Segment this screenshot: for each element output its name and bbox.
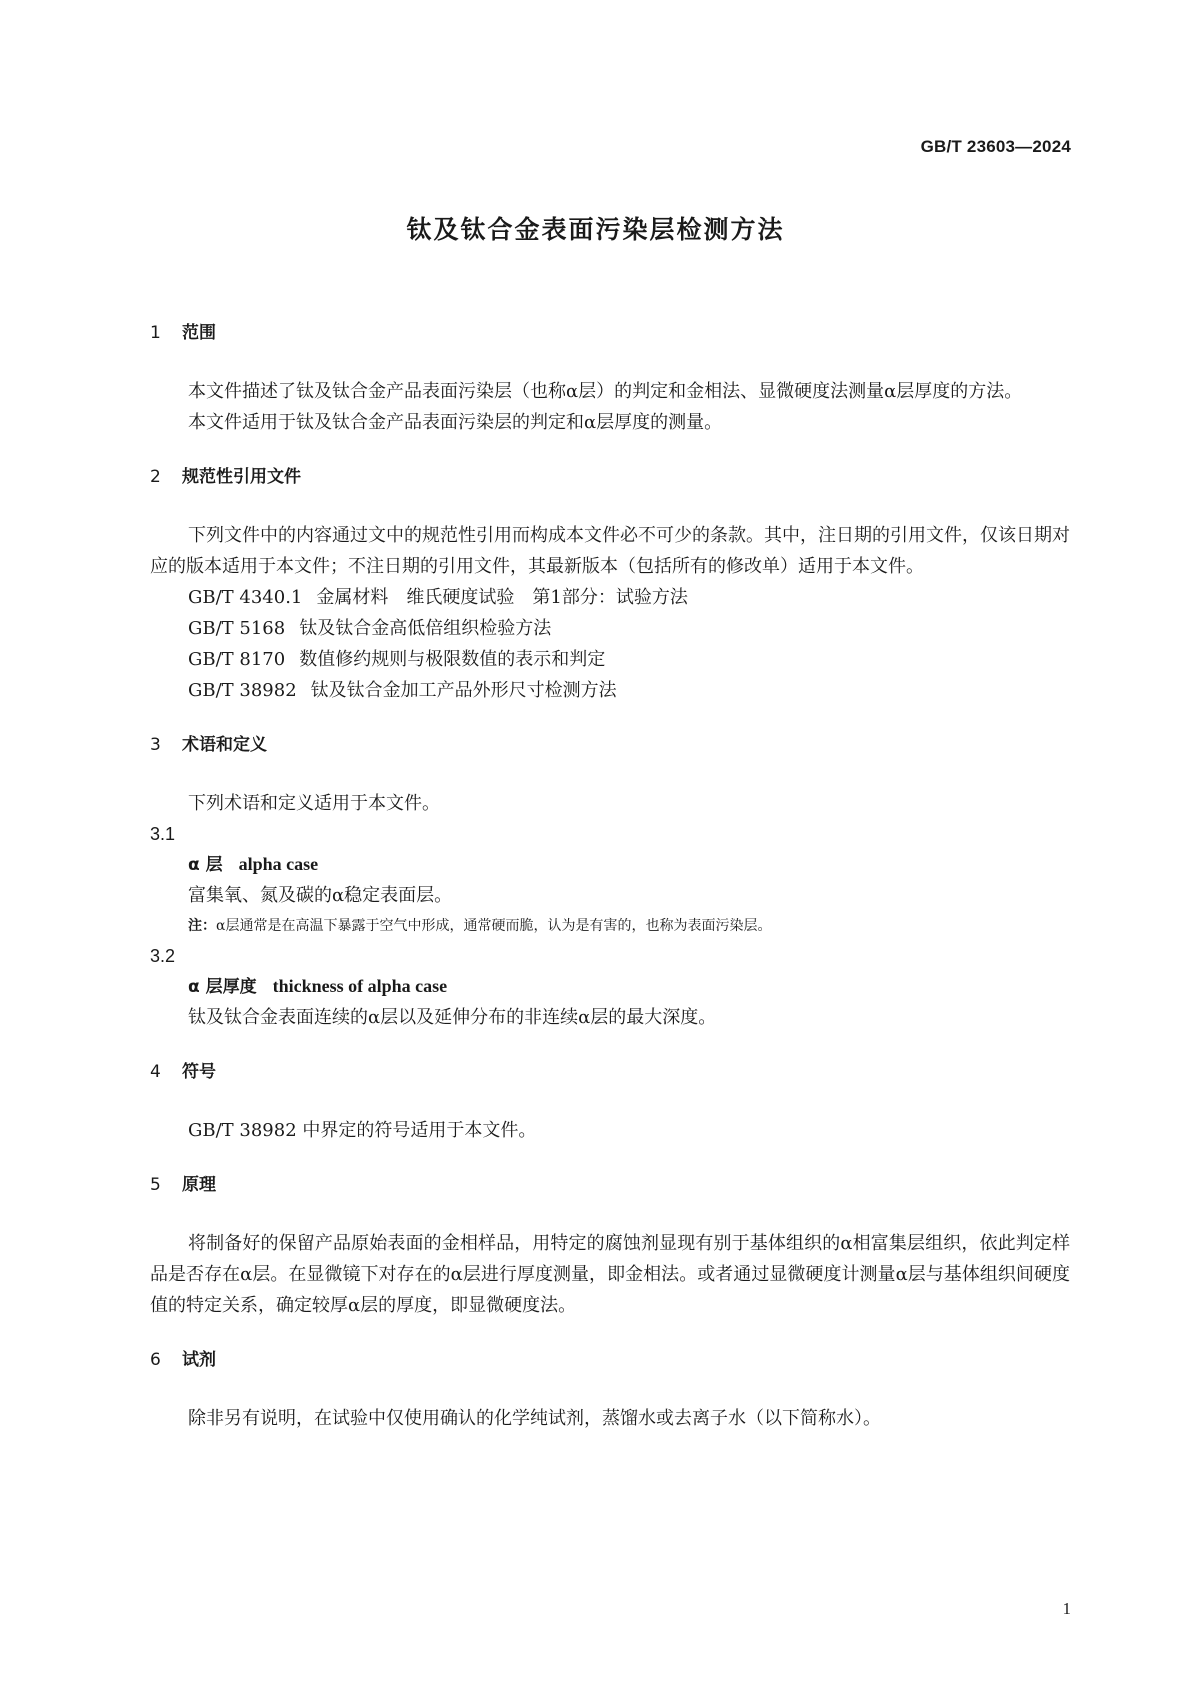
paragraph: 下列文件中的内容通过文中的规范性引用而构成本文件必不可少的条款。其中，注日期的引用文件，仅该日期对应的版本适用于本文件；不注日期的引用文件，其最新版本（包括所有的修改单）适用于本文件。 — [150, 525, 1070, 577]
paragraph: GB/T 38982 中界定的符号适用于本文件。 — [188, 1120, 537, 1141]
section-number: 3 — [150, 735, 161, 755]
term-en: thickness of alpha case — [272, 976, 448, 996]
reference-code: GB/T 4340.1 — [188, 587, 303, 608]
section-heading-3 — [150, 730, 1070, 760]
page-number: 1 — [1062, 1599, 1071, 1618]
reference-title: 钛及钛合金加工产品外形尺寸检测方法 — [310, 680, 617, 701]
section-number: 2 — [150, 467, 161, 487]
paragraph: 本文件适用于钛及钛合金产品表面污染层的判定和α层厚度的测量。 — [188, 412, 723, 433]
section-number: 6 — [150, 1350, 161, 1370]
reference-title: 金属材料 维氏硬度试验 第1部分：试验方法 — [316, 587, 688, 608]
section-heading-2 — [150, 462, 1070, 492]
reference-code: GB/T 38982 — [188, 680, 297, 701]
document-title: 钛及钛合金表面污染层检测方法 — [406, 215, 785, 244]
paragraph: 除非另有说明，在试验中仅使用确认的化学纯试剂，蒸馏水或去离子水（以下简称水）。 — [188, 1408, 881, 1429]
section-title: 符号 — [182, 1062, 216, 1082]
term-entry — [150, 971, 1070, 1002]
paragraph: 将制备好的保留产品原始表面的金相样品，用特定的腐蚀剂显现有别于基体组织的α相富集层组织，依此判定样品是否存在α层。在显微镜下对存在的α层进行厚度测量，即金相法。或者通过显微硬度计测量α层与基体组织间硬度值的特定关系，确定较厚α层的厚度，即显微硬度法。 — [150, 1233, 1070, 1316]
reference-item — [150, 675, 1070, 706]
section-title: 规范性引用文件 — [182, 467, 301, 487]
term-zh: α 层厚度 — [188, 977, 257, 997]
clause-number: 3.1 — [150, 824, 176, 844]
section-title: 术语和定义 — [182, 735, 267, 755]
section-title: 试剂 — [182, 1350, 216, 1370]
term-definition: 钛及钛合金表面连续的α层以及延伸分布的非连续α层的最大深度。 — [188, 1007, 717, 1028]
section-title: 范围 — [182, 323, 216, 343]
paragraph: 下列术语和定义适用于本文件。 — [188, 793, 440, 814]
standard-number: GB/T 23603—2024 — [920, 137, 1071, 156]
section-heading-4 — [150, 1057, 1070, 1087]
reference-title: 钛及钛合金高低倍组织检验方法 — [299, 618, 552, 639]
section-heading-1 — [150, 318, 1070, 348]
note-text: α层通常是在高温下暴露于空气中形成，通常硬而脆，认为是有害的，也称为表面污染层。 — [216, 918, 772, 934]
term-entry — [150, 849, 1070, 880]
section-heading-5 — [150, 1170, 1070, 1200]
term-definition: 富集氧、氮及碳的α稳定表面层。 — [188, 885, 453, 906]
clause-number: 3.2 — [150, 946, 176, 966]
paragraph: 本文件描述了钛及钛合金产品表面污染层（也称α层）的判定和金相法、显微硬度法测量α层厚度的方法。 — [188, 381, 1023, 402]
section-number: 1 — [150, 323, 161, 343]
section-title: 原理 — [182, 1175, 216, 1195]
section-number: 4 — [150, 1062, 161, 1082]
reference-item — [150, 613, 1070, 644]
term-zh: α 层 — [188, 855, 223, 875]
term-en: alpha case — [238, 854, 319, 874]
section-number: 5 — [150, 1175, 161, 1195]
document-body — [150, 318, 1070, 1434]
section-heading-6 — [150, 1345, 1070, 1375]
term-note — [150, 911, 1070, 941]
note-label: 注： — [188, 918, 216, 934]
reference-item — [150, 582, 1070, 613]
reference-code: GB/T 5168 — [188, 618, 286, 639]
reference-code: GB/T 8170 — [188, 649, 286, 670]
reference-item — [150, 644, 1070, 675]
reference-title: 数值修约规则与极限数值的表示和判定 — [299, 649, 606, 670]
